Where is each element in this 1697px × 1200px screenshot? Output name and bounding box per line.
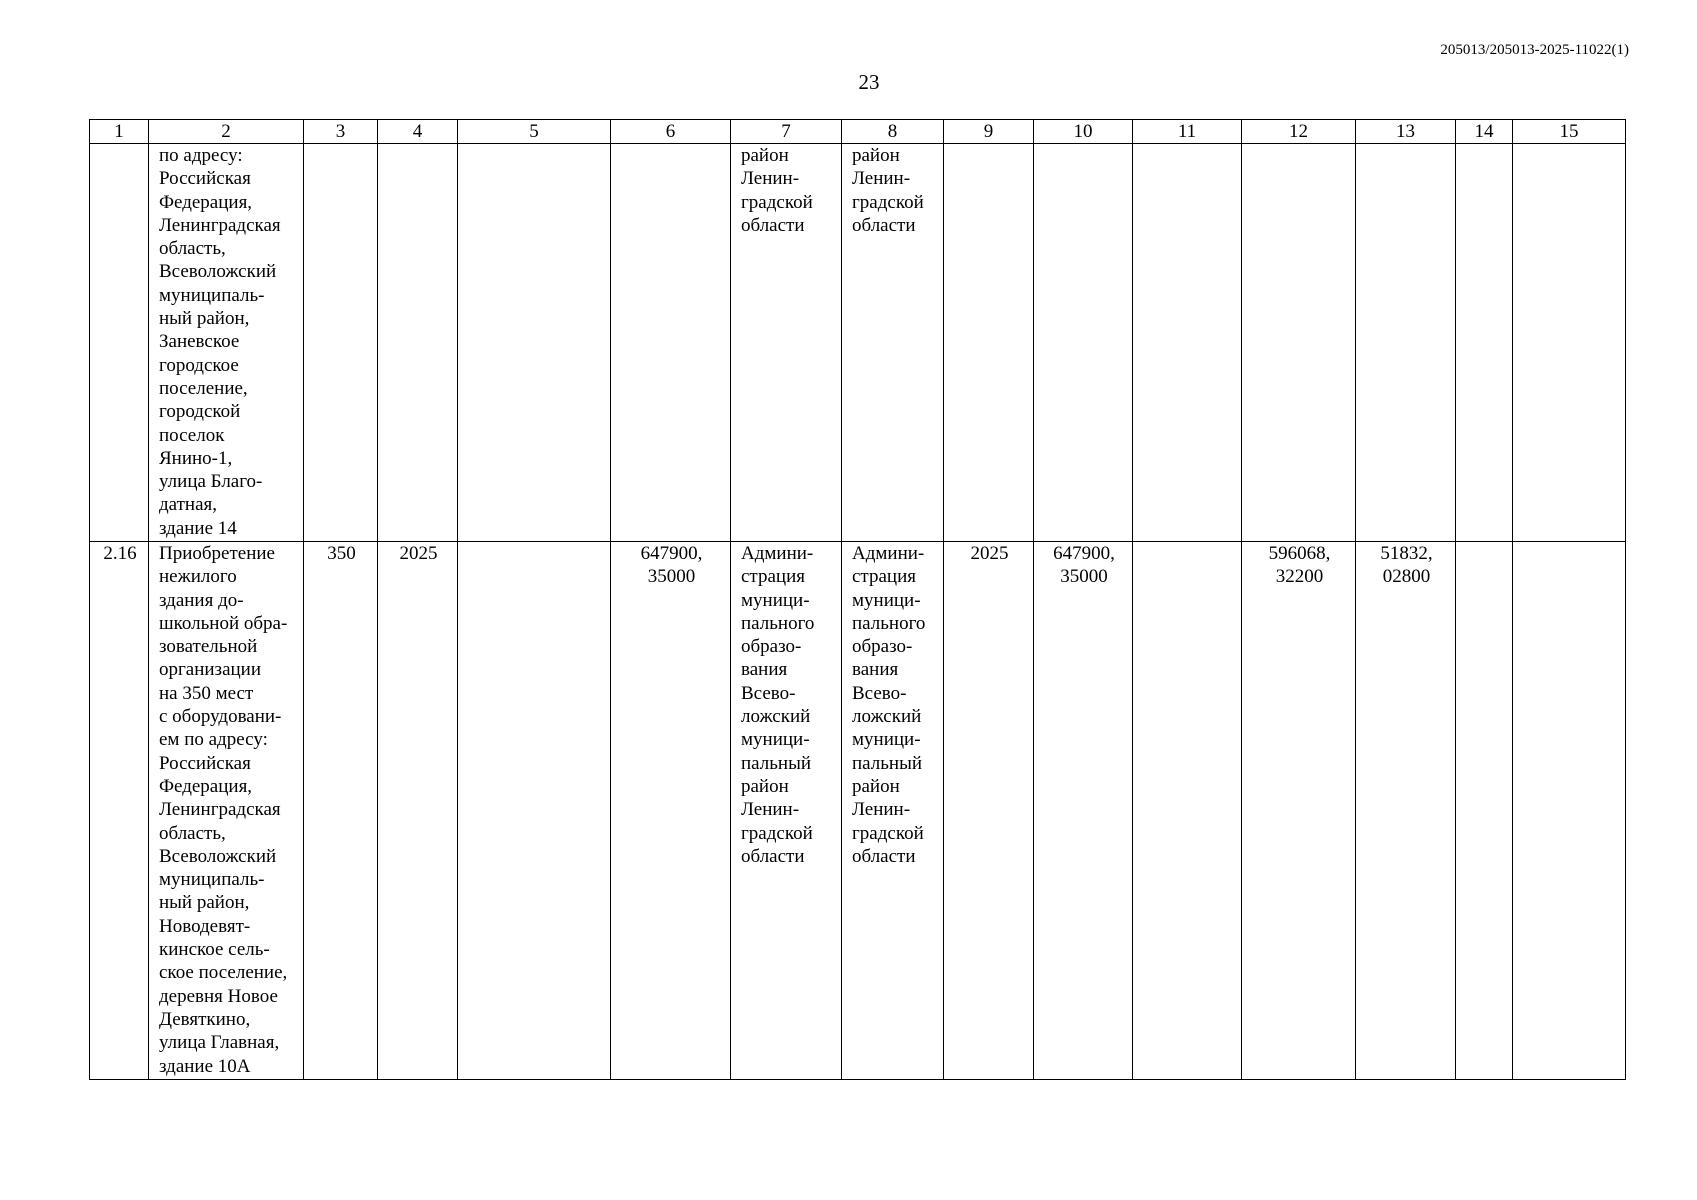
cell-col15 xyxy=(1513,144,1626,542)
cell-col8: Админи- страция муници- пального образо- вания Всево- ложский муници- пальный район Ленин- градской области xyxy=(842,542,944,1080)
cell-col10: 647900, 35000 xyxy=(1034,542,1133,1080)
column-header-12: 12 xyxy=(1242,120,1356,144)
cell-col14 xyxy=(1456,144,1513,542)
column-header-9: 9 xyxy=(944,120,1034,144)
column-header-10: 10 xyxy=(1034,120,1133,144)
column-header-15: 15 xyxy=(1513,120,1626,144)
column-header-5: 5 xyxy=(458,120,611,144)
cell-col9: 2025 xyxy=(944,542,1034,1080)
cell-col6: 647900, 35000 xyxy=(611,542,731,1080)
column-header-2: 2 xyxy=(149,120,304,144)
cell-col11 xyxy=(1133,542,1242,1080)
column-header-4: 4 xyxy=(378,120,458,144)
cell-col3: 350 xyxy=(304,542,378,1080)
cell-number xyxy=(90,144,149,542)
cell-col9 xyxy=(944,144,1034,542)
cell-col7: Админи- страция муници- пального образо- вания Всево- ложский муници- пальный район Ленин- градской области xyxy=(731,542,842,1080)
column-header-14: 14 xyxy=(1456,120,1513,144)
cell-col7: район Ленин- градской области xyxy=(731,144,842,542)
cell-col12: 596068, 32200 xyxy=(1242,542,1356,1080)
cell-col5 xyxy=(458,542,611,1080)
cell-col13: 51832, 02800 xyxy=(1356,542,1456,1080)
column-header-6: 6 xyxy=(611,120,731,144)
cell-col12 xyxy=(1242,144,1356,542)
cell-col11 xyxy=(1133,144,1242,542)
column-header-7: 7 xyxy=(731,120,842,144)
header-row xyxy=(90,120,1626,144)
column-header-1: 1 xyxy=(90,120,149,144)
cell-col14 xyxy=(1456,542,1513,1080)
cell-col13 xyxy=(1356,144,1456,542)
column-header-13: 13 xyxy=(1356,120,1456,144)
table-row xyxy=(90,542,1626,1080)
data-table xyxy=(89,119,1626,1080)
cell-col6 xyxy=(611,144,731,542)
table-row xyxy=(90,144,1626,542)
cell-number: 2.16 xyxy=(90,542,149,1080)
page-number: 23 xyxy=(858,70,880,94)
column-header-3: 3 xyxy=(304,120,378,144)
cell-col3 xyxy=(304,144,378,542)
cell-col5 xyxy=(458,144,611,542)
cell-description: Приобретение нежилого здания до- школьной обра- зовательной организации на 350 мест с оборудовани- ем по адресу: Российская Федерация, Ленинградская область, Всеволожский муниципаль- ный район, Новодевят- кинское сель- ское поселение, деревня Новое Девяткино, улица Главная, здание 10А xyxy=(149,542,304,1080)
cell-description: по адресу: Российская Федерация, Ленинградская область, Всеволожский муниципаль- ный район, Заневское городское поселение, городской поселок Янино-1, улица Благо- датная, здание 14 xyxy=(149,144,304,542)
cell-col4 xyxy=(378,144,458,542)
cell-col4: 2025 xyxy=(378,542,458,1080)
column-header-8: 8 xyxy=(842,120,944,144)
cell-col15 xyxy=(1513,542,1626,1080)
cell-col10 xyxy=(1034,144,1133,542)
column-header-11: 11 xyxy=(1133,120,1242,144)
document-id: 205013/205013-2025-11022(1) xyxy=(1440,42,1629,58)
cell-col8: район Ленин- градской области xyxy=(842,144,944,542)
